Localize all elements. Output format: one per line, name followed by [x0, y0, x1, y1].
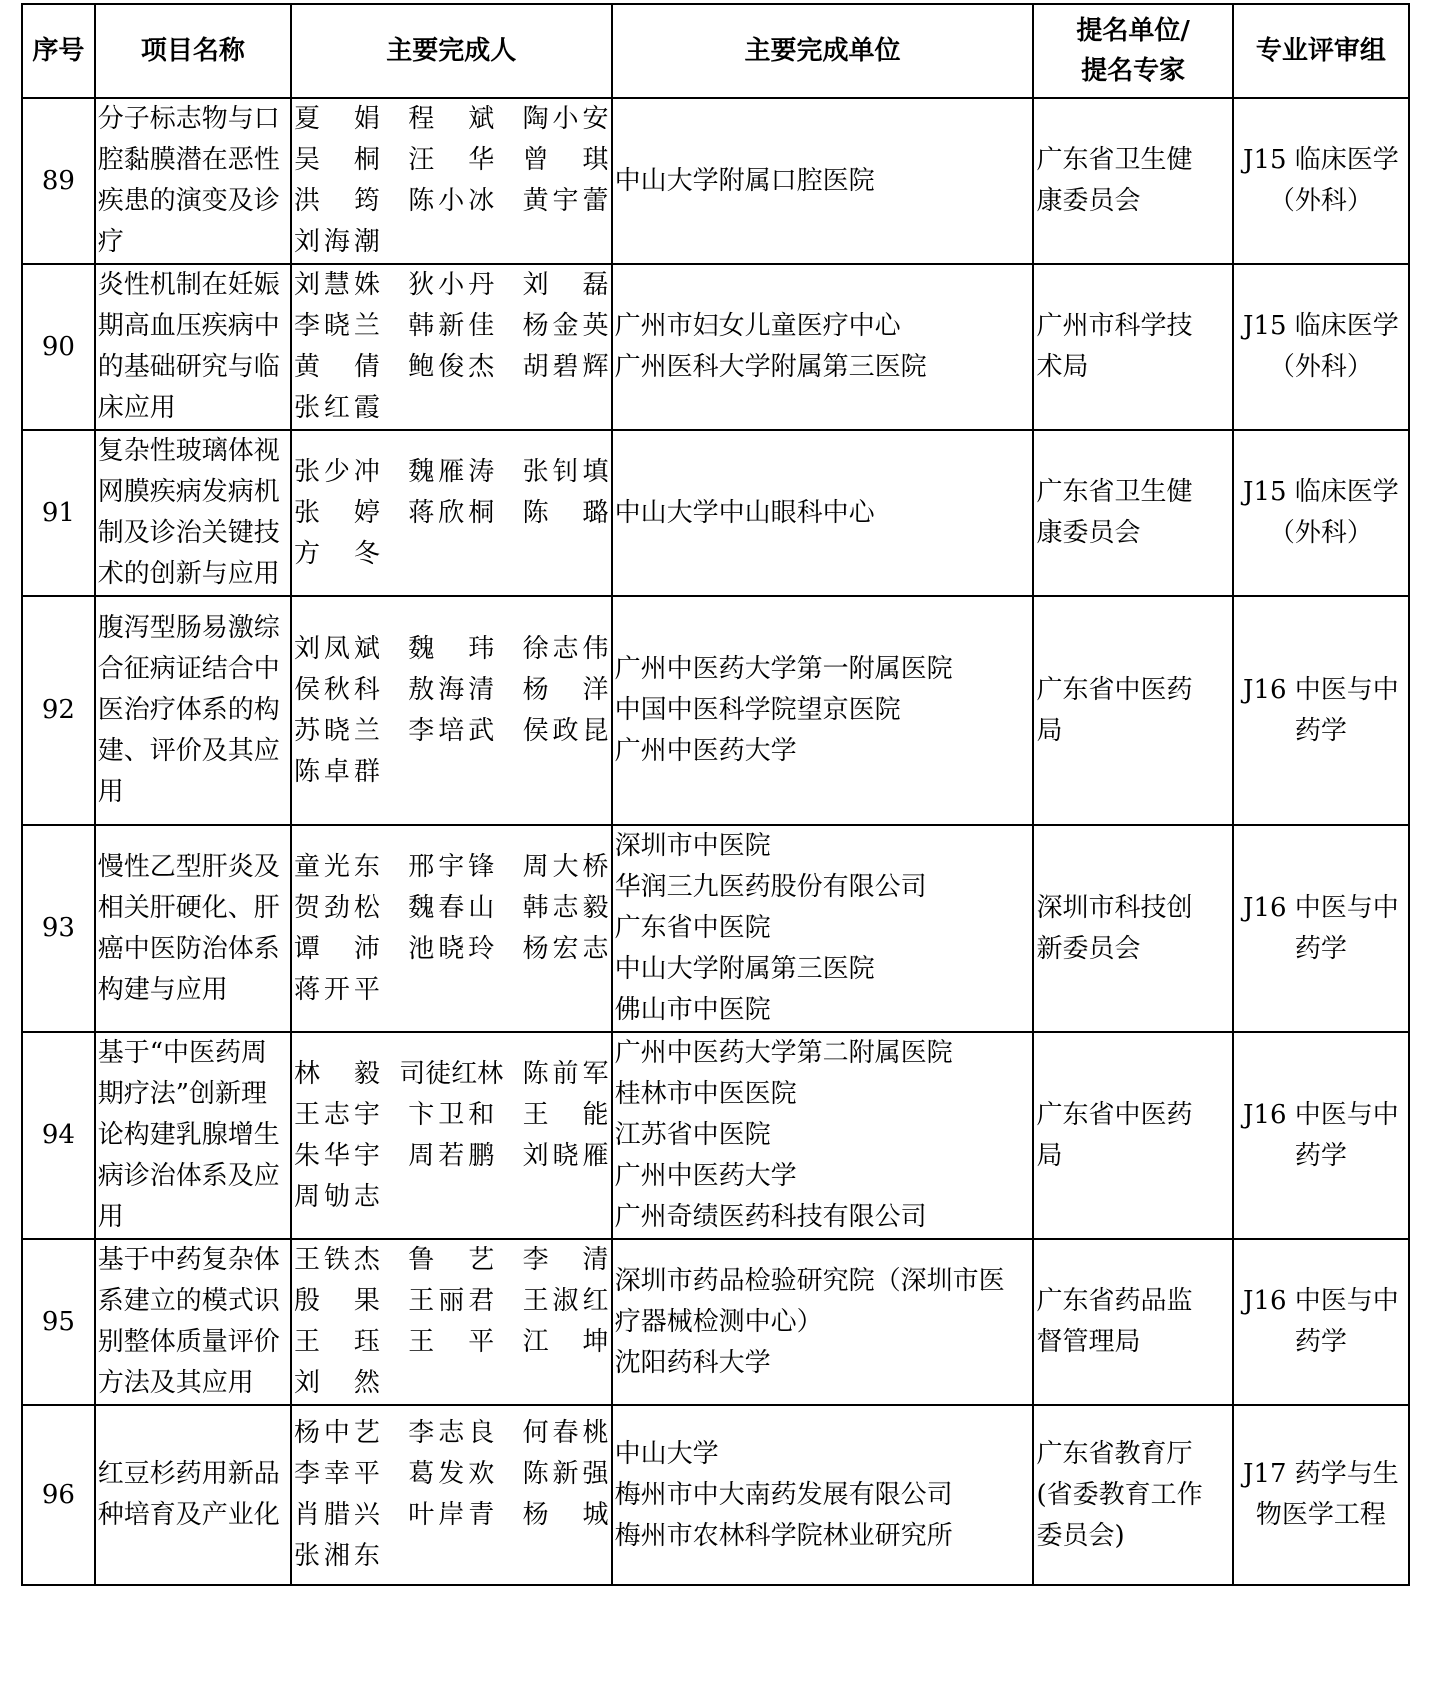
person-name: 葛发欢 [408, 1459, 495, 1489]
group-line: J16 中医与中 [1243, 1099, 1399, 1130]
cell-nominator [1033, 264, 1232, 430]
table-row [22, 1405, 1409, 1585]
person-name: 侯秋科 [293, 674, 380, 705]
person-name: 王 能 [522, 1099, 609, 1130]
person-name: 周劬志 [293, 1181, 380, 1212]
cell-units [612, 1239, 1034, 1405]
header-nominator [1033, 4, 1232, 98]
people-line [294, 347, 609, 388]
cell-no: 89 [22, 98, 95, 264]
person-name: 张红霞 [293, 393, 380, 423]
nominator-line: 广东省药品监 [1036, 1286, 1193, 1316]
people-line [294, 181, 609, 222]
person-name: 曾 琪 [522, 145, 609, 175]
project-name-line: 医治疗体系的构 [97, 695, 280, 725]
person-name: 杨宏志 [522, 933, 609, 964]
people-line [294, 1454, 609, 1495]
table-row [22, 98, 1409, 264]
cell-project [95, 1239, 291, 1405]
person-name: 刘 然 [293, 1368, 380, 1398]
project-name-line: 腔黏膜潜在恶性 [97, 145, 280, 175]
cell-group [1233, 430, 1409, 596]
person-name: 汪 华 [408, 145, 495, 175]
person-name: 王 珏 [293, 1327, 380, 1357]
people-line [294, 140, 609, 181]
header-group: 专业评审组 [1233, 4, 1409, 98]
unit-line: 梅州市农林科学院林业研究所 [614, 1520, 953, 1551]
cell-group [1233, 1239, 1409, 1405]
unit-line: 佛山市中医院 [614, 995, 771, 1025]
person-name: 童光东 [293, 851, 380, 882]
header-no: 序号 [22, 4, 95, 98]
group-line: 物医学工程 [1255, 1500, 1386, 1530]
table-row [22, 430, 1409, 596]
cell-project [95, 98, 291, 264]
people-line [294, 670, 609, 711]
nominator-line: 深圳市科技创 [1036, 892, 1193, 923]
group-line: 药学 [1294, 1140, 1347, 1171]
cell-no: 95 [22, 1239, 95, 1405]
person-name: 鲁 艺 [408, 1245, 495, 1275]
people-line [294, 847, 609, 888]
people-line [294, 1363, 609, 1404]
project-name-line: 期疗法”创新理 [97, 1079, 268, 1109]
table-row [22, 1032, 1409, 1239]
cell-nominator [1033, 825, 1232, 1032]
people-line [294, 1322, 609, 1363]
person-name: 张湘东 [293, 1541, 380, 1571]
unit-line: 桂林市中医医院 [614, 1079, 797, 1109]
person-name: 贺劲松 [293, 892, 380, 923]
project-name-line: 种培育及产业化 [97, 1500, 280, 1530]
cell-project [95, 1032, 291, 1239]
project-name-line: 用 [97, 777, 124, 807]
unit-line: 广州市妇女儿童医疗中心 [614, 311, 901, 341]
people-line [294, 1177, 609, 1218]
group-line: J15 临床医学 [1243, 311, 1399, 341]
person-name: 陈小冰 [408, 186, 495, 216]
person-name: 刘凤斌 [293, 633, 380, 664]
cell-people [291, 596, 612, 825]
project-name-line: 别整体质量评价 [97, 1327, 280, 1357]
person-name: 李志良 [408, 1418, 495, 1448]
nominator-line: 康委员会 [1036, 518, 1141, 548]
unit-line: 中山大学附属口腔医院 [614, 165, 875, 196]
project-name-line: 论构建乳腺增生 [97, 1120, 280, 1150]
nominator-line: 广东省卫生健 [1036, 477, 1193, 507]
cell-no: 94 [22, 1032, 95, 1239]
unit-line: 广州奇绩医药科技有限公司 [614, 1202, 927, 1232]
cell-nominator [1033, 1405, 1232, 1585]
person-name: 殷 果 [293, 1286, 380, 1316]
person-name: 鲍俊杰 [408, 352, 495, 382]
person-name: 林 毅 [293, 1058, 380, 1089]
people-line [294, 970, 609, 1011]
person-name: 李培武 [408, 715, 495, 746]
person-name: 陈卓群 [293, 756, 380, 787]
cell-no: 93 [22, 825, 95, 1032]
nominator-line: 广东省教育厅 [1036, 1438, 1193, 1469]
cell-people [291, 430, 612, 596]
person-name: 江 坤 [522, 1327, 609, 1357]
person-name: 侯政昆 [522, 715, 609, 746]
unit-line: 江苏省中医院 [614, 1120, 771, 1150]
person-name: 陈前军 [522, 1058, 609, 1089]
person-name: 陶小安 [522, 104, 609, 134]
cell-no: 91 [22, 430, 95, 596]
cell-no: 90 [22, 264, 95, 430]
person-name: 方 冬 [293, 538, 380, 569]
person-name: 周大桥 [522, 851, 609, 882]
person-name: 张 婷 [293, 497, 380, 528]
group-line: （外科） [1268, 186, 1373, 216]
people-line [294, 629, 609, 670]
project-name-line: 床应用 [97, 393, 176, 423]
cell-project [95, 430, 291, 596]
unit-line: 中山大学附属第三医院 [614, 954, 875, 984]
nominator-line: 委员会) [1036, 1520, 1125, 1551]
project-name-line: 构建与应用 [97, 974, 228, 1005]
group-line: J16 中医与中 [1243, 892, 1399, 923]
cell-nominator [1033, 98, 1232, 264]
person-name: 王铁杰 [293, 1245, 380, 1275]
cell-nominator [1033, 596, 1232, 825]
cell-nominator [1033, 1032, 1232, 1239]
unit-line: 疗器械检测中心） [614, 1306, 823, 1337]
person-name: 韩志毅 [522, 892, 609, 923]
unit-line: 梅州市中大南药发展有限公司 [614, 1479, 953, 1510]
people-line [294, 222, 609, 263]
group-line: 药学 [1294, 715, 1347, 746]
cell-units [612, 825, 1034, 1032]
nominator-line: 术局 [1036, 352, 1089, 382]
cell-group [1233, 825, 1409, 1032]
person-name: 刘 磊 [522, 270, 609, 300]
table-row [22, 264, 1409, 430]
unit-line: 广州医科大学附属第三医院 [614, 352, 927, 382]
people-line [294, 1495, 609, 1536]
project-name-line: 复杂性玻璃体视 [97, 436, 280, 466]
group-line: （外科） [1268, 518, 1373, 548]
person-name: 刘海潮 [293, 227, 380, 257]
person-name: 王志宇 [293, 1099, 380, 1130]
people-line [294, 1281, 609, 1322]
group-line: J17 药学与生 [1243, 1459, 1399, 1489]
person-name: 周若鹏 [408, 1140, 495, 1171]
cell-project [95, 1405, 291, 1585]
header-row [22, 4, 1409, 98]
cell-group [1233, 1405, 1409, 1585]
person-name: 洪 筠 [293, 186, 380, 216]
person-name: 杨中艺 [293, 1418, 380, 1448]
project-name-line: 基于“中医药周 [97, 1038, 268, 1068]
project-name-line: 系建立的模式识 [97, 1286, 280, 1316]
table-row [22, 1239, 1409, 1405]
project-name-line: 术的创新与应用 [97, 559, 280, 589]
person-name: 卞卫和 [408, 1099, 495, 1130]
nominator-line: 广东省中医药 [1036, 674, 1193, 705]
unit-line: 中山大学中山眼科中心 [614, 497, 875, 528]
nominator-line: 新委员会 [1036, 933, 1141, 964]
cell-group [1233, 264, 1409, 430]
unit-line: 广州中医药大学第一附属医院 [614, 654, 953, 684]
project-name-line: 分子标志物与口 [97, 104, 280, 134]
project-name-line: 方法及其应用 [97, 1368, 254, 1398]
group-line: J15 临床医学 [1243, 145, 1399, 175]
project-name-line: 用 [97, 1202, 124, 1232]
people-line [294, 711, 609, 752]
project-name-line: 病诊治体系及应 [97, 1161, 280, 1191]
people-line [294, 1054, 609, 1095]
unit-line: 深圳市药品检验研究院（深圳市医 [614, 1265, 1005, 1296]
person-name: 司徒红林 [399, 1058, 504, 1089]
cell-units [612, 596, 1034, 825]
people-line [294, 452, 609, 493]
person-name: 黄 倩 [293, 352, 380, 382]
person-name: 张少冲 [293, 456, 380, 487]
table-row [22, 825, 1409, 1032]
cell-no: 96 [22, 1405, 95, 1585]
cell-nominator [1033, 430, 1232, 596]
cell-people [291, 1032, 612, 1239]
cell-people [291, 1239, 612, 1405]
award-table [21, 3, 1410, 1586]
header-units: 主要完成单位 [612, 4, 1034, 98]
nominator-line: 广东省中医药 [1036, 1099, 1193, 1130]
person-name: 谭 沛 [293, 933, 380, 964]
cell-project [95, 264, 291, 430]
unit-line: 广州中医药大学 [614, 736, 797, 766]
cell-group [1233, 98, 1409, 264]
project-name-line: 制及诊治关键技 [97, 518, 280, 548]
project-name-line: 炎性机制在妊娠 [97, 270, 280, 300]
person-name: 蒋欣桐 [408, 497, 495, 528]
unit-line: 华润三九医药股份有限公司 [614, 872, 927, 902]
person-name: 苏晓兰 [293, 715, 380, 746]
cell-project [95, 825, 291, 1032]
group-line: 药学 [1294, 1327, 1347, 1357]
nominator-line: 广东省卫生健 [1036, 145, 1193, 175]
person-name: 叶岸青 [408, 1500, 495, 1530]
unit-line: 沈阳药科大学 [614, 1347, 771, 1378]
person-name: 黄宇蕾 [522, 186, 609, 216]
people-line [294, 1095, 609, 1136]
group-line: J16 中医与中 [1243, 674, 1399, 705]
cell-units [612, 264, 1034, 430]
project-name-line: 腹泻型肠易激综 [97, 613, 280, 643]
person-name: 王 平 [408, 1327, 495, 1357]
cell-people [291, 1405, 612, 1585]
person-name: 杨金英 [522, 311, 609, 341]
nominator-line: 局 [1036, 1140, 1063, 1171]
person-name: 王淑红 [522, 1286, 609, 1316]
person-name: 魏雁涛 [408, 456, 495, 487]
people-line [294, 265, 609, 306]
nominator-line: 督管理局 [1036, 1327, 1141, 1357]
person-name: 何春桃 [522, 1418, 609, 1448]
project-name-line: 癌中医防治体系 [97, 933, 280, 964]
person-name: 肖腊兴 [293, 1500, 380, 1530]
people-line [294, 534, 609, 575]
table-row [22, 596, 1409, 825]
project-name-line: 合征病证结合中 [97, 654, 280, 684]
person-name: 魏 玮 [408, 633, 495, 664]
people-line [294, 1136, 609, 1177]
person-name: 陈新强 [522, 1459, 609, 1489]
person-name: 杨 洋 [522, 674, 609, 705]
person-name: 李晓兰 [293, 311, 380, 341]
people-line [294, 388, 609, 429]
people-line [294, 752, 609, 793]
project-name-line: 红豆杉药用新品 [97, 1459, 280, 1489]
cell-units [612, 98, 1034, 264]
person-name: 邢宇锋 [408, 851, 495, 882]
person-name: 吴 桐 [293, 145, 380, 175]
person-name: 胡碧辉 [522, 352, 609, 382]
project-name-line: 慢性乙型肝炎及 [97, 851, 280, 882]
cell-group [1233, 1032, 1409, 1239]
cell-people [291, 98, 612, 264]
person-name: 张钊填 [522, 456, 609, 487]
table-body [22, 98, 1409, 1585]
person-name: 徐志伟 [522, 633, 609, 664]
project-name-line: 的基础研究与临 [97, 352, 280, 382]
cell-units [612, 1405, 1034, 1585]
header-people: 主要完成人 [291, 4, 612, 98]
unit-line: 中国中医科学院望京医院 [614, 695, 901, 725]
project-name-line: 建、评价及其应 [97, 736, 280, 766]
project-name-line: 疾患的演变及诊 [97, 186, 280, 216]
project-name-line: 疗 [97, 227, 124, 257]
project-name-line: 网膜疾病发病机 [97, 477, 280, 507]
project-name-line: 期高血压疾病中 [97, 311, 280, 341]
group-line: J15 临床医学 [1243, 477, 1399, 507]
person-name: 程 斌 [408, 104, 495, 134]
unit-line: 深圳市中医院 [614, 831, 771, 861]
nominator-line: 康委员会 [1036, 186, 1141, 216]
person-name: 李 清 [522, 1245, 609, 1275]
person-name: 魏春山 [408, 892, 495, 923]
project-name-line: 相关肝硬化、肝 [97, 892, 280, 923]
cell-nominator [1033, 1239, 1232, 1405]
cell-units [612, 1032, 1034, 1239]
people-line [294, 1536, 609, 1577]
nominator-line: (省委教育工作 [1036, 1479, 1203, 1510]
person-name: 刘慧姝 [293, 270, 380, 300]
people-line [294, 306, 609, 347]
header-nominator-line: 提名单位/ [1076, 16, 1190, 46]
people-line [294, 1240, 609, 1281]
person-name: 夏 娟 [293, 104, 380, 134]
unit-line: 广州中医药大学 [614, 1161, 797, 1191]
project-name-line: 基于中药复杂体 [97, 1245, 280, 1275]
unit-line: 广州中医药大学第二附属医院 [614, 1038, 953, 1068]
person-name: 蒋开平 [293, 974, 380, 1005]
people-line [294, 888, 609, 929]
nominator-line: 广州市科学技 [1036, 311, 1193, 341]
person-name: 王丽君 [408, 1286, 495, 1316]
person-name: 韩新佳 [408, 311, 495, 341]
person-name: 李幸平 [293, 1459, 380, 1489]
group-line: J16 中医与中 [1243, 1286, 1399, 1316]
people-line [294, 929, 609, 970]
cell-no: 92 [22, 596, 95, 825]
group-line: （外科） [1268, 352, 1373, 382]
person-name: 池晓玲 [408, 933, 495, 964]
unit-line: 广东省中医院 [614, 913, 771, 943]
person-name: 刘晓雁 [522, 1140, 609, 1171]
people-line [294, 493, 609, 534]
header-project: 项目名称 [95, 4, 291, 98]
header-nominator-line: 提名专家 [1081, 56, 1186, 86]
people-line [294, 1413, 609, 1454]
person-name: 狄小丹 [408, 270, 495, 300]
cell-project [95, 596, 291, 825]
nominator-line: 局 [1036, 715, 1063, 746]
cell-group [1233, 596, 1409, 825]
cell-people [291, 264, 612, 430]
people-line [294, 99, 609, 140]
person-name: 敖海清 [408, 674, 495, 705]
unit-line: 中山大学 [614, 1438, 719, 1469]
cell-units [612, 430, 1034, 596]
group-line: 药学 [1294, 933, 1347, 964]
person-name: 陈 璐 [522, 497, 609, 528]
person-name: 杨 城 [522, 1500, 609, 1530]
person-name: 朱华宇 [293, 1140, 380, 1171]
cell-people [291, 825, 612, 1032]
